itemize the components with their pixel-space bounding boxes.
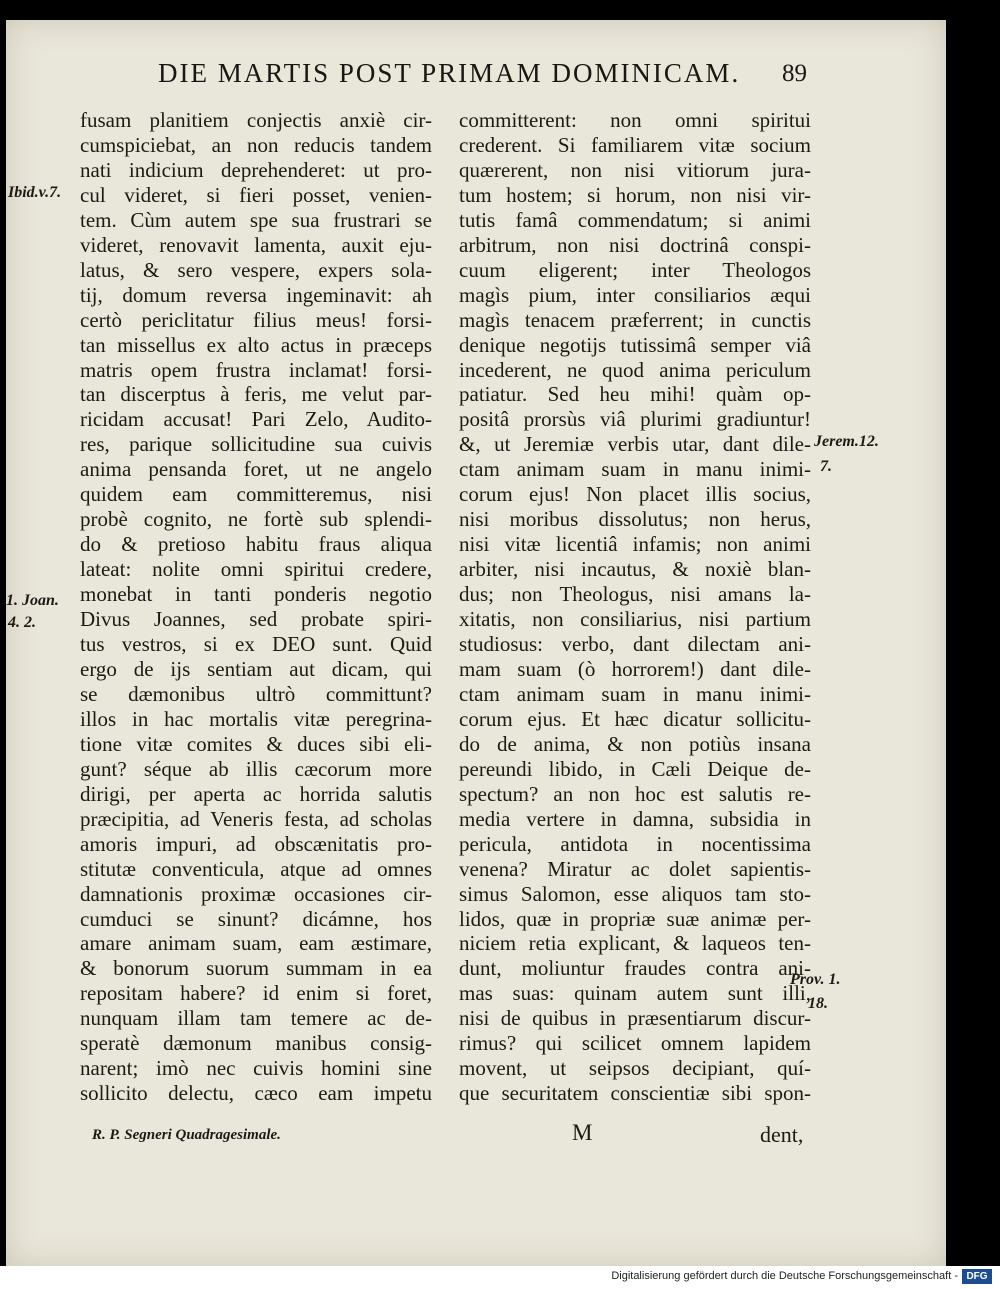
text-line: certò periclitatur filius meus! forsi- — [80, 307, 432, 332]
text-line: ctam animam suam in manu inimi- — [459, 681, 811, 706]
text-line: illos in hac mortalis vitæ peregrina- — [80, 706, 432, 731]
text-line: &, ut Jeremiæ verbis utar, dant dile- — [459, 432, 811, 457]
text-line: se dæmonibus ultrò committunt? — [80, 681, 432, 706]
margin-note-joan-line2: 4. 2. — [8, 614, 36, 631]
text-line: corum ejus. Et hæc dicatur sollicitu- — [459, 706, 811, 731]
text-line: narent; imò nec cuivis homini sine — [80, 1056, 432, 1081]
text-line: tione vitæ comites & duces sibi eli- — [80, 731, 432, 756]
text-line: dus; non Theologus, nisi amans la- — [459, 582, 811, 607]
catchword-right: dent, — [760, 1122, 804, 1147]
text-line: stitutæ conventicula, atque ad omnes — [80, 856, 432, 881]
text-line: dunt, moliuntur fraudes contra ani- — [459, 956, 811, 981]
text-line: tem. Cùm autem spe sua frustrari se — [80, 207, 432, 232]
text-line: tus vestros, si ex DEO sunt. Quid — [80, 632, 432, 657]
text-line: magìs pium, inter consiliarios æqui — [459, 282, 811, 307]
text-line: spectum? an non hoc est salutis re- — [459, 781, 811, 806]
margin-note-joan-line1: 1. Joan. — [6, 592, 59, 609]
text-line: arbitrum, non nisi doctrinâ conspi- — [459, 232, 811, 257]
text-line: damnationis proximæ occasiones cir- — [80, 881, 432, 906]
catchword-left: R. P. Segneri Quadragesimale. — [92, 1127, 281, 1143]
signature-mark: M — [572, 1120, 593, 1145]
text-line: amare animam suam, eam æstimare, — [80, 931, 432, 956]
text-line: res, parique sollicitudine sua cuivis — [80, 432, 432, 457]
text-line: præcipitia, ad Veneris festa, ad scholas — [80, 806, 432, 831]
margin-note-jerem-line1: Jerem.12. — [814, 433, 879, 450]
text-line: do & pretioso habitu fraus aliqua — [80, 532, 432, 557]
dfg-logo: DFG — [962, 1269, 992, 1284]
text-line: cuum eligerent; inter Theologos — [459, 257, 811, 282]
text-line: lateat: nolite omni spiritui credere, — [80, 557, 432, 582]
digitization-footer — [0, 1266, 1000, 1289]
text-line: probè cognito, ne fortè sub splendi- — [80, 507, 432, 532]
text-line: tutis famâ commendatum; si animi — [459, 207, 811, 232]
text-line: que securitatem conscientiæ sibi spon- — [459, 1081, 811, 1106]
text-line: gunt? séque ab illis cæcorum more — [80, 756, 432, 781]
margin-note-prov-line2: 18. — [808, 995, 828, 1012]
margin-note-ibid: Ibid.v.7. — [8, 184, 62, 201]
text-line: studiosus: verbo, dant dilectam ani- — [459, 632, 811, 657]
text-line: media vertere in damna, subsidia in — [459, 806, 811, 831]
text-line: corum ejus! Non placet illis socius, — [459, 482, 811, 507]
page-edge-shadow — [946, 20, 1000, 1266]
text-line: nisi vitæ licentiâ infamis; non animi — [459, 532, 811, 557]
text-line: amoris impuri, ad obscænitatis pro- — [80, 831, 432, 856]
text-line: cumduci se sinunt? dicámne, hos — [80, 906, 432, 931]
text-line: fusam planitiem conjectis anxiè cir- — [80, 108, 432, 132]
text-line: ergo de ijs sentiam aut dicam, qui — [80, 656, 432, 681]
text-line: nati indicium deprehenderet: ut pro- — [80, 157, 432, 182]
text-line: tum hostem; si horum, non nisi vir- — [459, 182, 811, 207]
text-line: crederent. Si familiarem vitæ socium — [459, 132, 811, 157]
text-line: matris opem frustra inclamat! forsi- — [80, 357, 432, 382]
text-line: xitatis, non consiliarius, nisi partium — [459, 607, 811, 632]
text-line: mam suam (ò horrorem!) dant dile- — [459, 656, 811, 681]
running-head-title: DIE MARTIS POST PRIMAM DOMINICAM. — [158, 58, 741, 88]
text-line: lidos, quæ in propriæ suæ animæ per- — [459, 906, 811, 931]
text-line: & bonorum suorum summam in ea — [80, 956, 432, 981]
left-text-column — [80, 108, 432, 1106]
right-text-column — [459, 108, 811, 1106]
text-line: arbiter, nisi incautus, & noxiè blan- — [459, 557, 811, 582]
text-line: nisi moribus dissolutus; non herus, — [459, 507, 811, 532]
page-number: 89 — [782, 60, 807, 87]
text-line: speratè dæmonum manibus consig- — [80, 1031, 432, 1056]
text-line: repositam habere? id enim si foret, — [80, 981, 432, 1006]
text-line: cul videret, si fieri posset, venien- — [80, 182, 432, 207]
text-line: committerent: non omni spiritui — [459, 108, 811, 132]
text-line: simus Salomon, esse aliquos tam sto- — [459, 881, 811, 906]
text-line: latus, & sero vespere, expers sola- — [80, 257, 432, 282]
text-line: cumspiciebat, an non reducis tandem — [80, 132, 432, 157]
text-line: denique negotijs tutissimâ semper viâ — [459, 332, 811, 357]
text-line: ctam animam suam in manu inimi- — [459, 457, 811, 482]
text-line: venena? Miratur ac dolet sapientis- — [459, 856, 811, 881]
text-line: dirigi, per aperta ac horrida salutis — [80, 781, 432, 806]
text-line: patiatur. Sed heu mihi! quàm op- — [459, 382, 811, 407]
text-line: nunquam illam tam temere ac de- — [80, 1006, 432, 1031]
text-line: niciem retia explicant, & laqueos ten- — [459, 931, 811, 956]
text-line: tij, domum reversa ingeminavit: ah — [80, 282, 432, 307]
text-line: mas suas: quinam autem sunt illi, — [459, 981, 811, 1006]
text-line: nisi de quibus in præsentiarum discur- — [459, 1006, 811, 1031]
text-line: sollicito delectu, cæco eam impetu — [80, 1081, 432, 1106]
text-line: videret, renovavit lamenta, auxit eju- — [80, 232, 432, 257]
text-line: rimus? qui scilicet omnem lapidem — [459, 1031, 811, 1056]
margin-note-jerem-line2: 7. — [820, 458, 832, 475]
text-line: monebat in tanti ponderis negotio — [80, 582, 432, 607]
text-line: anima pensanda foret, ut ne angelo — [80, 457, 432, 482]
text-line: positâ prorsùs viâ plurimi gradiuntur! — [459, 407, 811, 432]
text-line: movent, ut seipsos decipiant, quí- — [459, 1056, 811, 1081]
text-line: tan missellus ex alto actus in præceps — [80, 332, 432, 357]
text-line: pericula, antidota in nocentissima — [459, 831, 811, 856]
text-line: magìs tenacem præferrent; in cunctis — [459, 307, 811, 332]
text-line: quærerent, non nisi vitiorum jura- — [459, 157, 811, 182]
digitization-notice: Digitalisierung gefördert durch die Deutsche Forschungsgemeinschaft - — [611, 1270, 958, 1282]
text-line: quidem eam committeremus, nisi — [80, 482, 432, 507]
text-line: do de anima, & non potiùs insana — [459, 731, 811, 756]
text-line: pereundi libido, in Cæli Deique de- — [459, 756, 811, 781]
text-line: incederent, ne quod anima periculum — [459, 357, 811, 382]
text-line: Divus Joannes, sed probate spiri- — [80, 607, 432, 632]
margin-note-prov-line1: Prov. 1. — [790, 971, 841, 988]
text-line: tan discerptus à feris, me velut par- — [80, 382, 432, 407]
text-line: ricidam accusat! Pari Zelo, Audito- — [80, 407, 432, 432]
